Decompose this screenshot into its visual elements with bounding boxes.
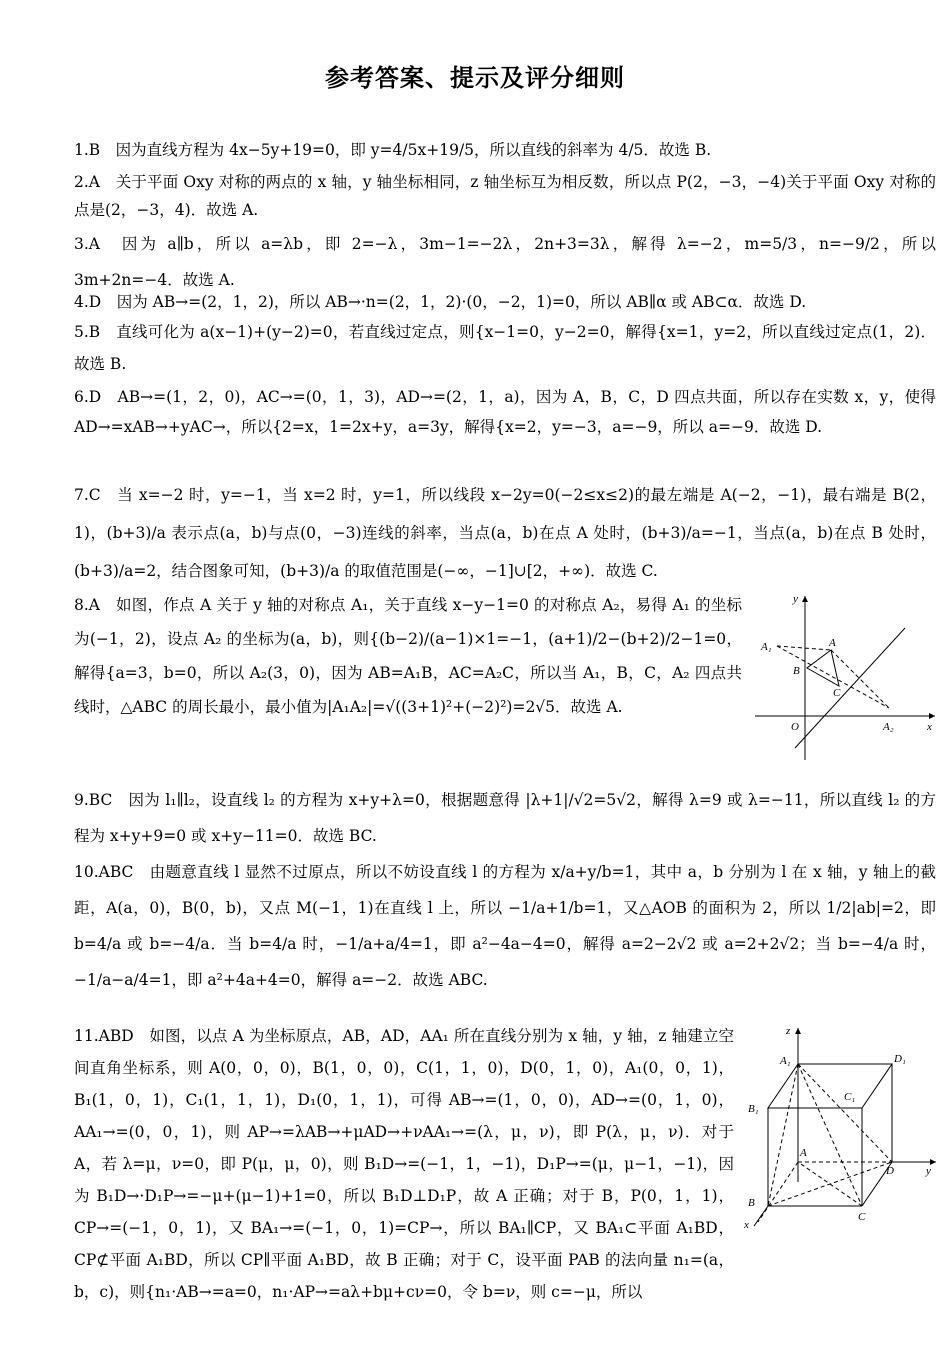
label-c1: C₁ [844,1091,856,1103]
figure-q8 [755,588,940,763]
answer-item-1: 1.B 因为直线方程为 4x−5y+19=0，即 y=4/5x+19/5，所以直线的斜率为 4/5．故选 B. [74,141,712,159]
label-c: C [833,687,841,699]
answer-item-9: 9.BC 因为 l₁∥l₂，设直线 l₂ 的方程为 x+y+λ=0，根据题意得 |λ+1|/√2=5√2，解得 λ=9 或 λ=−11，所以直线 l₂ 的方程为 x+y+9=0 或 x+y−11=0．故选 BC. [74,791,936,845]
label-a2: A₂ [883,721,894,733]
label-b1: B₁ [748,1103,759,1115]
answer-item-5: 5.B 直线可化为 a(x−1)+(y−2)=0，若直线过定点，则{x−1=0，y−2=0，解得{x=1，y=2，所以直线过定点(1，2)．故选 B. [74,323,936,373]
x-axis-ext [754,1206,768,1226]
label-a1: A₁ [780,1055,791,1067]
page-title: 参考答案、提示及评分细则 [325,64,625,92]
answer-item-10: 10.ABC 由题意直线 l 显然不过原点，所以不妨设直线 l 的方程为 x/a+y/b=1，其中 a，b 分别为 l 在 x 轴，y 轴上的截距，A(a，0)，B(0，b)，又点 M(−1，1)在直线 l 上，所以 −1/a+1/b=1，又△AOB 的面积为 2，所以 1/2|ab|=2，即 b=4/a 或 b=−4/a．当 b=4/a 时，−1/a+a/4=1，即 a²−4a−4=0，解得 a=2−2√2 或 a=2+2√2；当 b=−4/a 时，−1/a−a/4=1，即 a²+4a+4=0，解得 a=−2．故选 ABC. [74,863,936,989]
label-z: z [786,1025,791,1037]
answer-item-6: 6.D AB→=(1，2，0)，AC→=(0，1，3)，AD→=(2，1，a)，因为 A，B，C，D 四点共面，所以存在实数 x，y，使得 AD→=xAB→+yAC→，所以{2=x，1=2x+y，a=3y，解得{x=2，y=−3，a=−9，所以 a=−9．故选 D. [74,388,936,436]
label-y: y [793,593,798,605]
answer-item-2: 2.A 关于平面 Oxy 对称的两点的 x 轴，y 轴坐标相同，z 轴坐标互为相反数，所以点 P(2，−3，−4)关于平面 Oxy 对称的点是(2，−3，4)．故选 A. [74,173,936,219]
label-x: x [927,721,932,733]
label-a: A [829,637,836,649]
label-a1: A₁ [761,641,772,653]
answer-item-4: 4.D 因为 AB→=(2，1，2)，所以 AB→·n=(2，1，2)·(0，−2，1)=0，所以 AB∥α 或 AB⊂α．故选 D. [74,293,807,311]
segment-a1-a [777,646,831,650]
answer-item-3: 3.A 因为 a∥b，所以 a=λb，即 2=−λ，3m−1=−2λ，2n+3=3λ，解得 λ=−2，m=5/3，n=−9/2，所以 3m+2n=−4．故选 A. [74,235,936,289]
label-y: y [926,1165,931,1177]
triangle-abc [807,650,839,686]
label-d: D [886,1165,894,1177]
answer-item-7: 7.C 当 x=−2 时，y=−1，当 x=2 时，y=1，所以线段 x−2y=0(−2≤x≤2)的最左端是 A(−2，−1)，最右端是 B(2，1)，(b+3)/a 表示点(a，b)与点(0，−3)连线的斜率，当点(a，b)在点 A 处时，(b+3)/a=−1，当点(a，b)在点 B 处时，(b+3)/a=2，结合图象可知，(b+3)/a 的取值范围是(−∞，−1]∪[2，+∞)．故选 C. [74,486,936,580]
x-axis [758,1162,798,1222]
label-a: A [800,1147,807,1159]
label-o: O [791,721,799,733]
label-x: x [744,1219,749,1231]
label-b: B [793,665,800,677]
cube-top [768,1064,892,1108]
label-d1: D₁ [894,1053,906,1065]
figure-q11 [740,1022,940,1232]
label-c: C [858,1211,866,1223]
label-b: B [748,1197,755,1209]
answer-item-11: 11.ABD 如图，以点 A 为坐标原点，AB，AD，AA₁ 所在直线分别为 x 轴，y 轴，z 轴建立空间直角坐标系，则 A(0，0，0)，B(1，0，0)，C(1，1，0)，D(0，1，0)，A₁(0，0，1)，B₁(1，0，1)，C₁(1，1，1)，D₁(0，1，1)，可得 AB→=(1，0，0)，AD→=(0，1，0)，AA₁→=(0，0，1)，则 AP→=λAB→+μAD→+νAA₁→=(λ，μ，ν)，即 P(λ，μ，ν)．对于 A，若 λ=μ，ν=0，即 P(μ，μ，0)，则 B₁D→=(−1，1，−1)，D₁P→=(μ，μ−1，−1)，因为 B₁D→·D₁P→=−μ+(μ−1)+1=0，所以 B₁D⊥D₁P，故 A 正确；对于 B，P(0，1，1)，CP→=(−1，0，1)，又 BA₁→=(−1，0，1)=CP→，所以 BA₁∥CP，又 BA₁⊂平面 A₁BD，CP⊄平面 A₁BD，所以 CP∥平面 A₁BD，故 B 正确；对于 C，设平面 PAB 的法向量 n₁=(a，b，c)，则{n₁·AB→=a=0，n₁·AP→=aλ+bμ+cν=0，令 b=ν，则 c=−μ，所以 [74,1027,734,1301]
answer-item-8: 8.A 如图，作点 A 关于 y 轴的对称点 A₁，关于直线 x−y−1=0 的对称点 A₂，易得 A₁ 的坐标为(−1，2)，设点 A₂ 的坐标为(a，b)，则{(b−2)/(a−1)×1=−1，(a+1)/2−(b+2)/2−1=0，解得{a=3，b=0，所以 A₂(3，0)，因为 AB=A₁B，AC=A₂C，所以当 A₁，B，C，A₂ 四点共线时，△ABC 的周长最小，最小值为|A₁A₂|=√((3+1)²+(−2)²)=2√5．故选 A. [74,596,742,716]
